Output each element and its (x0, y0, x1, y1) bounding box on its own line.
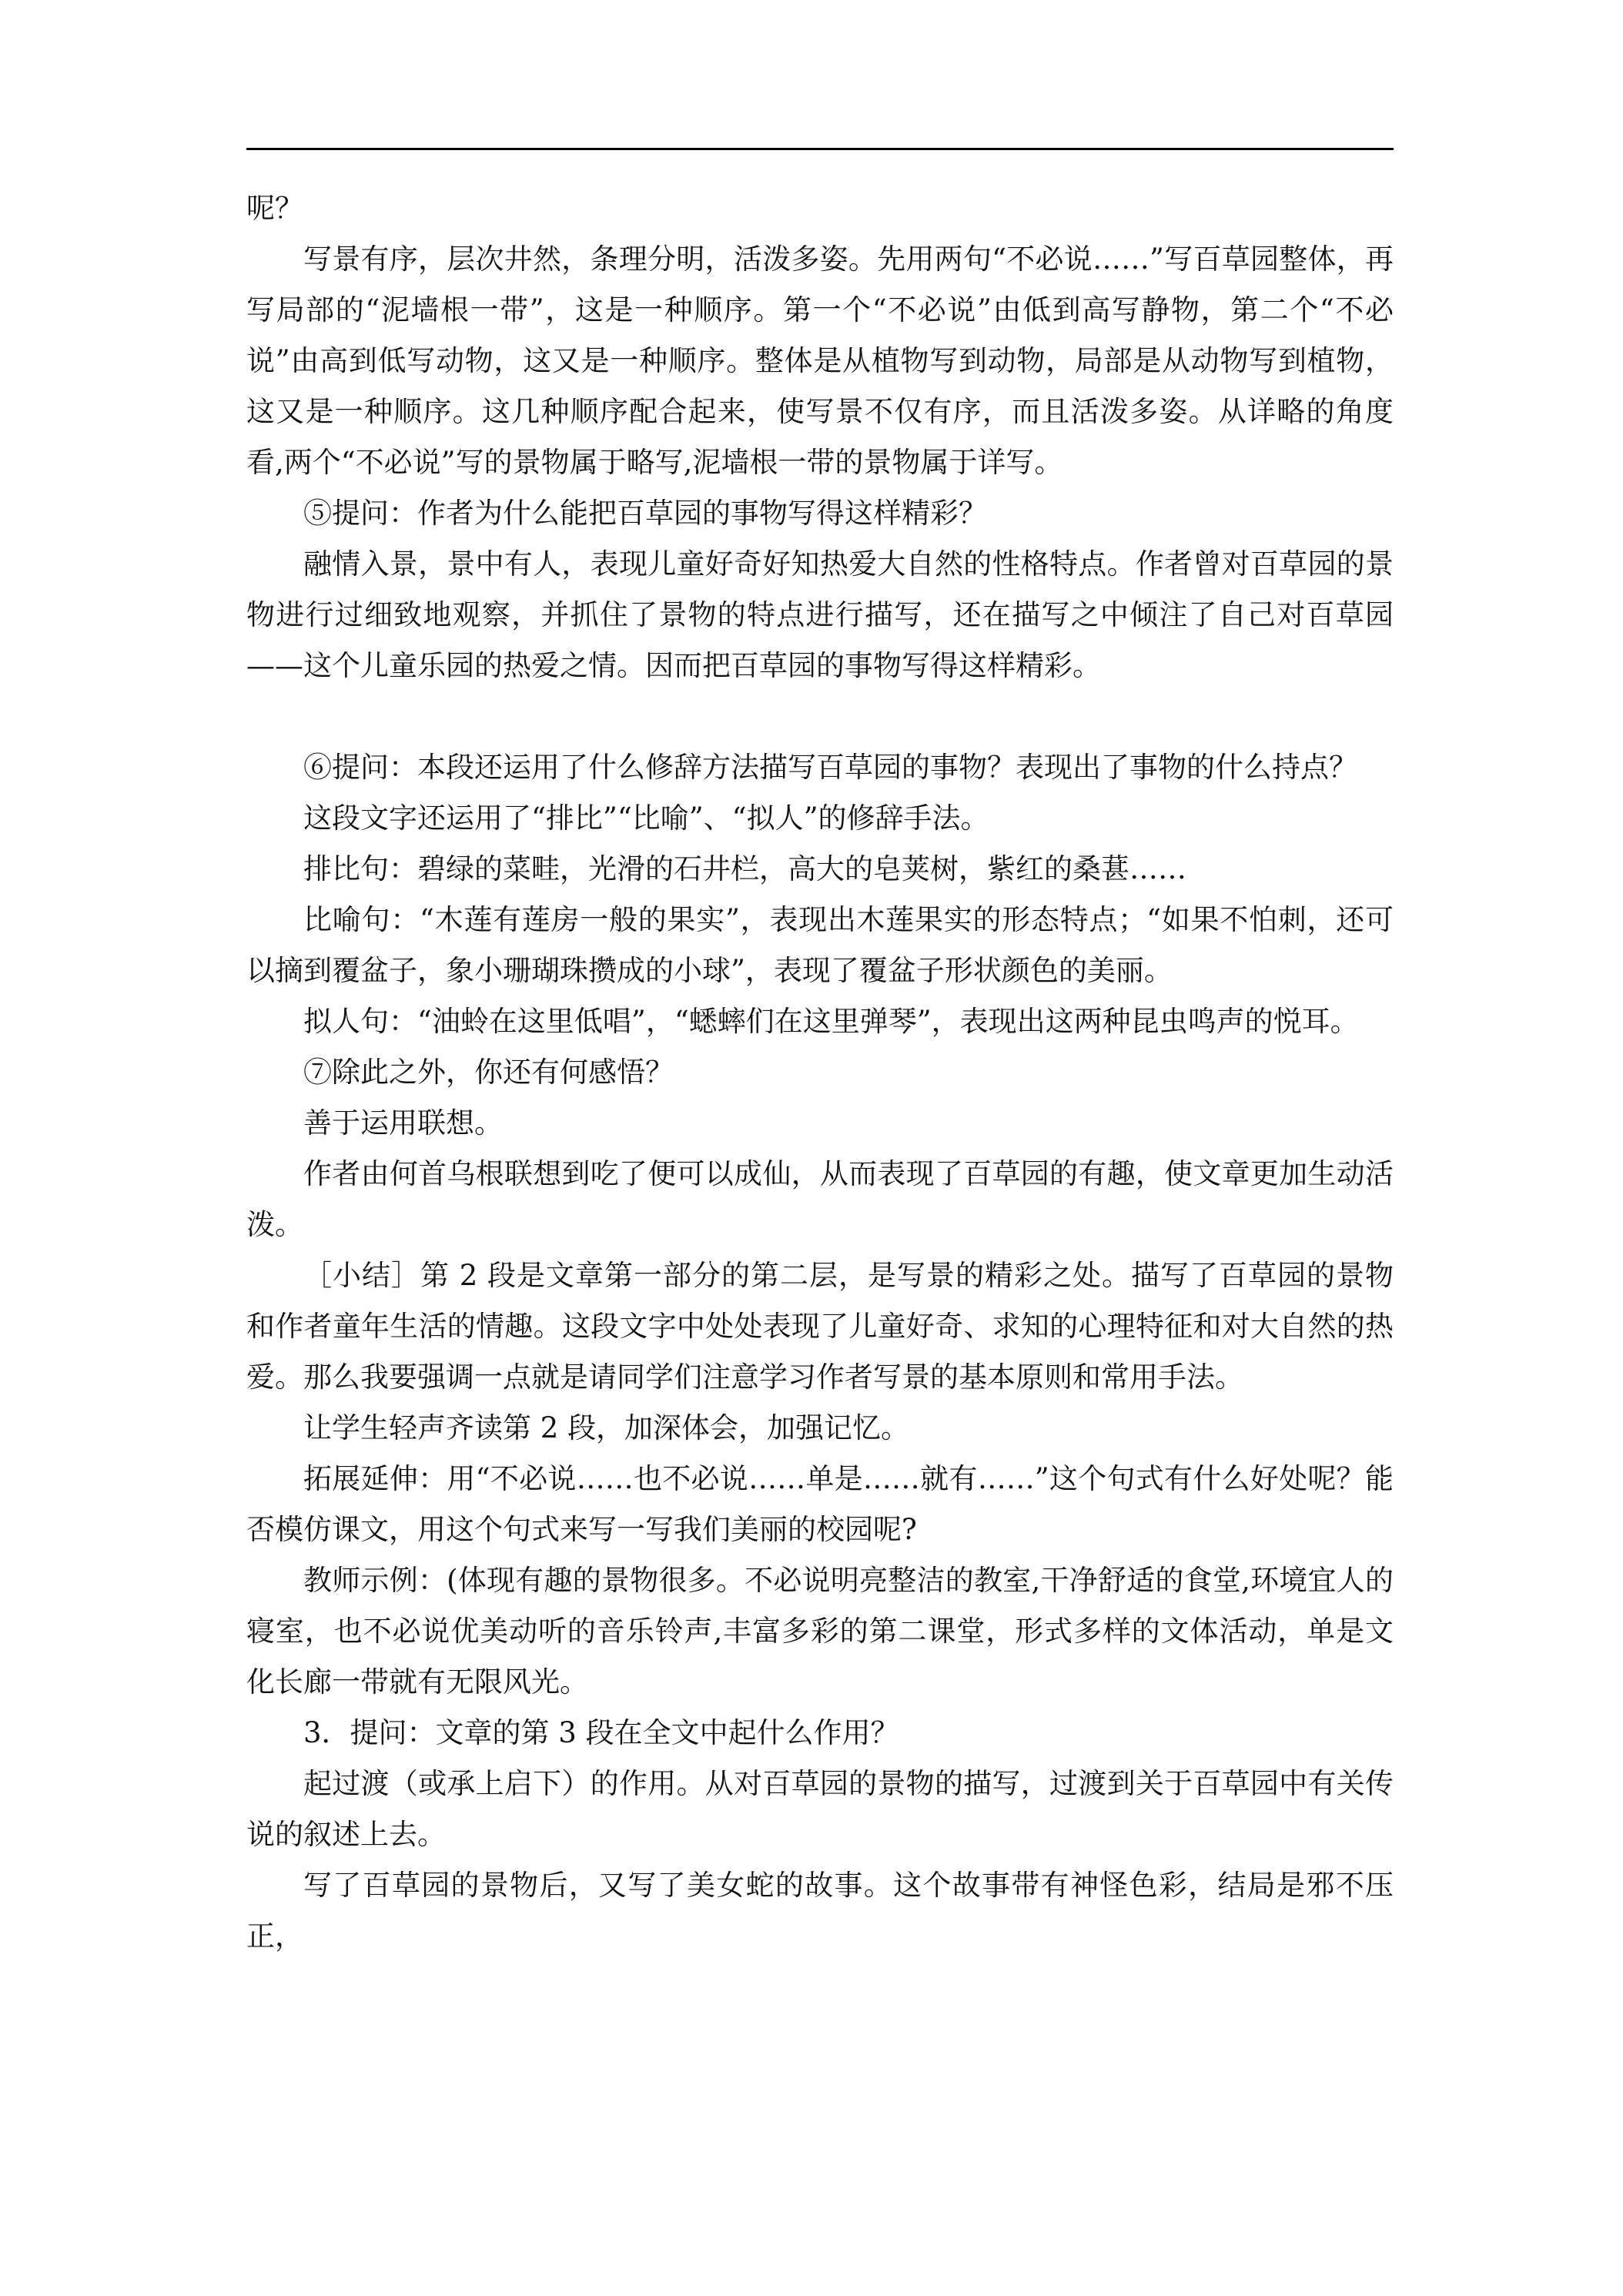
paragraph: 写了百草园的景物后，又写了美女蛇的故事。这个故事带有神怪色彩，结局是邪不压正， (246, 1869, 1394, 1953)
paragraph: 善于运用联想。 (303, 1106, 503, 1140)
paragraph: 排比句：碧绿的菜畦，光滑的石井栏，高大的皂荚树，紫红的桑葚…… (303, 852, 1186, 885)
document-body (246, 183, 1394, 1962)
header-rule (246, 148, 1394, 150)
question-paragraph: ⑥提问：本段还运用了什么修辞方法描写百草园的事物？表现出了事物的什么持点？ (303, 751, 1357, 784)
paragraph: 让学生轻声齐读第 2 段，加深体会，加强记忆。 (303, 1411, 910, 1444)
paragraph: 融情入景，景中有人，表现儿童好奇好知热爱大自然的性格特点。作者曾对百草园的景物进行过细致地观察，并抓住了景物的特点进行描写，还在描写之中倾注了自己对百草园——这个儿童乐园的热爱之情。因而把百草园的事物写得这样精彩。 (246, 547, 1394, 682)
paragraph: 这段文字还运用了“排比”“比喻”、“拟人”的修辞手法。 (303, 802, 989, 835)
paragraph: 呢？ (246, 192, 303, 225)
paragraph: 拟人句：“油蛉在这里低唱”，“蟋蟀们在这里弹琴”，表现出这两种昆虫鸣声的悦耳。 (303, 1005, 1359, 1038)
paragraph: 作者由何首乌根联想到吃了便可以成仙，从而表现了百草园的有趣，使文章更加生动活泼。 (246, 1157, 1394, 1241)
paragraph: 拓展延伸：用“不必说……也不必说……单是……就有……”这个句式有什么好处呢？能否模仿课文，用这个句式来写一写我们美丽的校园呢? (246, 1462, 1394, 1546)
blank-line (246, 691, 1394, 742)
paragraph: 写景有序，层次井然，条理分明，活泼多姿。先用两句“不必说……”写百草园整体，再写局部的“泥墙根一带”，这是一种顺序。第一个“不必说”由低到高写静物，第二个“不必说”由高到低写动物，这又是一种顺序。整体是从植物写到动物，局部是从动物写到植物，这又是一种顺序。这几种顺序配合起来，使写景不仅有序，而且活泼多姿。从详略的角度看,两个“不必说”写的景物属于略写,泥墙根一带的景物属于详写。 (246, 243, 1394, 479)
summary-paragraph: ［小结］第 2 段是文章第一部分的第二层，是写景的精彩之处。描写了百草园的景物和作者童年生活的情趣。这段文字中处处表现了儿童好奇、求知的心理特征和对大自然的热爱。那么我要强调一点就是请同学们注意学习作者写景的基本原则和常用手法。 (246, 1259, 1394, 1394)
paragraph: 起过渡（或承上启下）的作用。从对百草园的景物的描写，过渡到关于百草园中有关传说的叙述上去。 (246, 1767, 1394, 1851)
paragraph: 教师示例：(体现有趣的景物很多。不必说明亮整洁的教室,干净舒适的食堂,环境宜人的寝室，也不必说优美动听的音乐铃声,丰富多彩的第二课堂，形式多样的文体活动，单是文化长廊一带就有无限风光。 (246, 1564, 1394, 1699)
question-paragraph: ⑤提问：作者为什么能把百草园的事物写得这样精彩？ (303, 497, 987, 530)
paragraph: 比喻句：“木莲有莲房一般的果实”，表现出木莲果实的形态特点；“如果不怕刺，还可以摘到覆盆子，象小珊瑚珠攒成的小球”，表现了覆盆子形状颜色的美丽。 (246, 903, 1394, 987)
question-paragraph: ⑦除此之外，你还有何感悟？ (303, 1056, 674, 1089)
question-paragraph: 3．提问：文章的第 3 段在全文中起什么作用？ (303, 1716, 899, 1749)
